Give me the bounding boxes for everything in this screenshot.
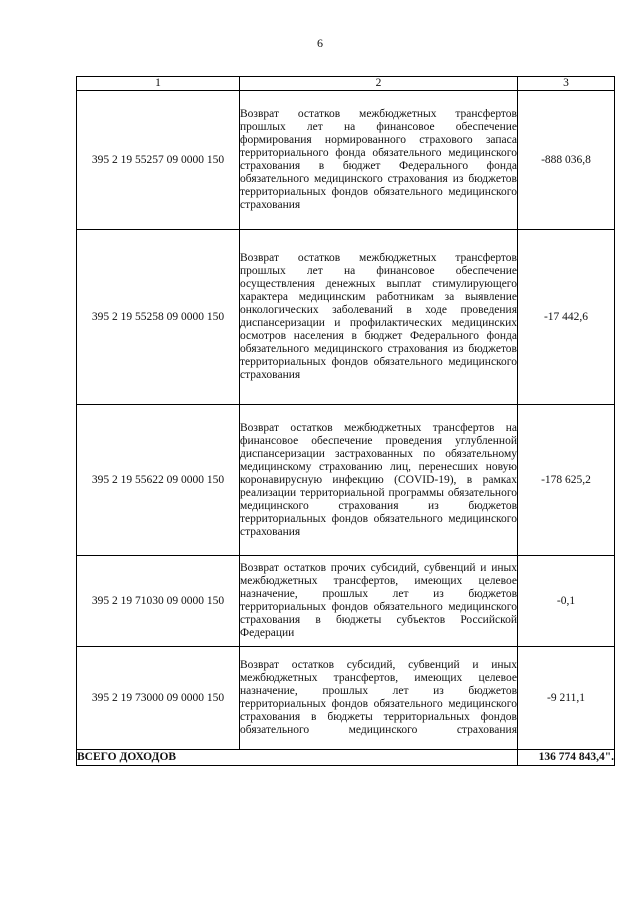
table-row	[77, 91, 615, 230]
row-amount: -17 442,6	[518, 230, 615, 405]
row-description: Возврат остатков прочих субсидий, субвенций и иных межбюджетных трансфертов, имеющих целевое назначение, прошлых лет из бюджетов территориальных фондов обязательного медицинского страхования в бюджеты субъектов Российской Федерации	[240, 556, 518, 647]
total-label: ВСЕГО ДОХОДОВ	[77, 750, 518, 766]
row-code: 395 2 19 55257 09 0000 150	[77, 91, 240, 230]
budget-table	[76, 76, 615, 766]
total-amount: 136 774 843,4".	[518, 750, 615, 766]
row-amount: -0,1	[518, 556, 615, 647]
table-row	[77, 556, 615, 647]
header-cell-description: 2	[240, 77, 518, 91]
row-code: 395 2 19 55622 09 0000 150	[77, 405, 240, 556]
total-row	[77, 750, 615, 766]
table-row	[77, 647, 615, 750]
row-description: Возврат остатков межбюджетных трансфертов прошлых лет на финансовое обеспечение формирования нормированного страхового запаса территориального фонда обязательного медицинского страхования в бюджет Федерального фонда обязательного медицинского страхования из бюджетов территориальных фондов обязательного медицинского страхования	[240, 91, 518, 230]
table-header-row	[77, 77, 615, 91]
row-code: 395 2 19 73000 09 0000 150	[77, 647, 240, 750]
row-code: 395 2 19 71030 09 0000 150	[77, 556, 240, 647]
row-amount: -888 036,8	[518, 91, 615, 230]
row-amount: -178 625,2	[518, 405, 615, 556]
row-description: Возврат остатков субсидий, субвенций и иных межбюджетных трансфертов, имеющих целевое назначение, прошлых лет из бюджетов территориальных фондов обязательного медицинского страхования в бюджеты территориальных фондов обязательного медицинского страхования	[240, 647, 518, 750]
header-cell-amount: 3	[518, 77, 615, 91]
row-description: Возврат остатков межбюджетных трансфертов прошлых лет на финансовое обеспечение осуществления денежных выплат стимулирующего характера медицинским работникам за выявление онкологических заболеваний в ходе проведения диспансеризации и профилактических медицинских осмотров населения в бюджет Федерального фонда обязательного медицинского страхования из бюджетов территориальных фондов обязательного медицинского страхования	[240, 230, 518, 405]
header-cell-code: 1	[77, 77, 240, 91]
table-row	[77, 230, 615, 405]
page-number: 6	[317, 36, 323, 50]
row-code: 395 2 19 55258 09 0000 150	[77, 230, 240, 405]
table-row	[77, 405, 615, 556]
row-amount: -9 211,1	[518, 647, 615, 750]
row-description: Возврат остатков межбюджетных трансфертов на финансовое обеспечение проведения углубленной диспансеризации застрахованных по обязательному медицинскому страхованию лиц, перенесших новую коронавирусную инфекцию (COVID-19), в рамках реализации территориальной программы обязательного медицинского страхования из бюджетов территориальных фондов обязательного медицинского страхования	[240, 405, 518, 556]
